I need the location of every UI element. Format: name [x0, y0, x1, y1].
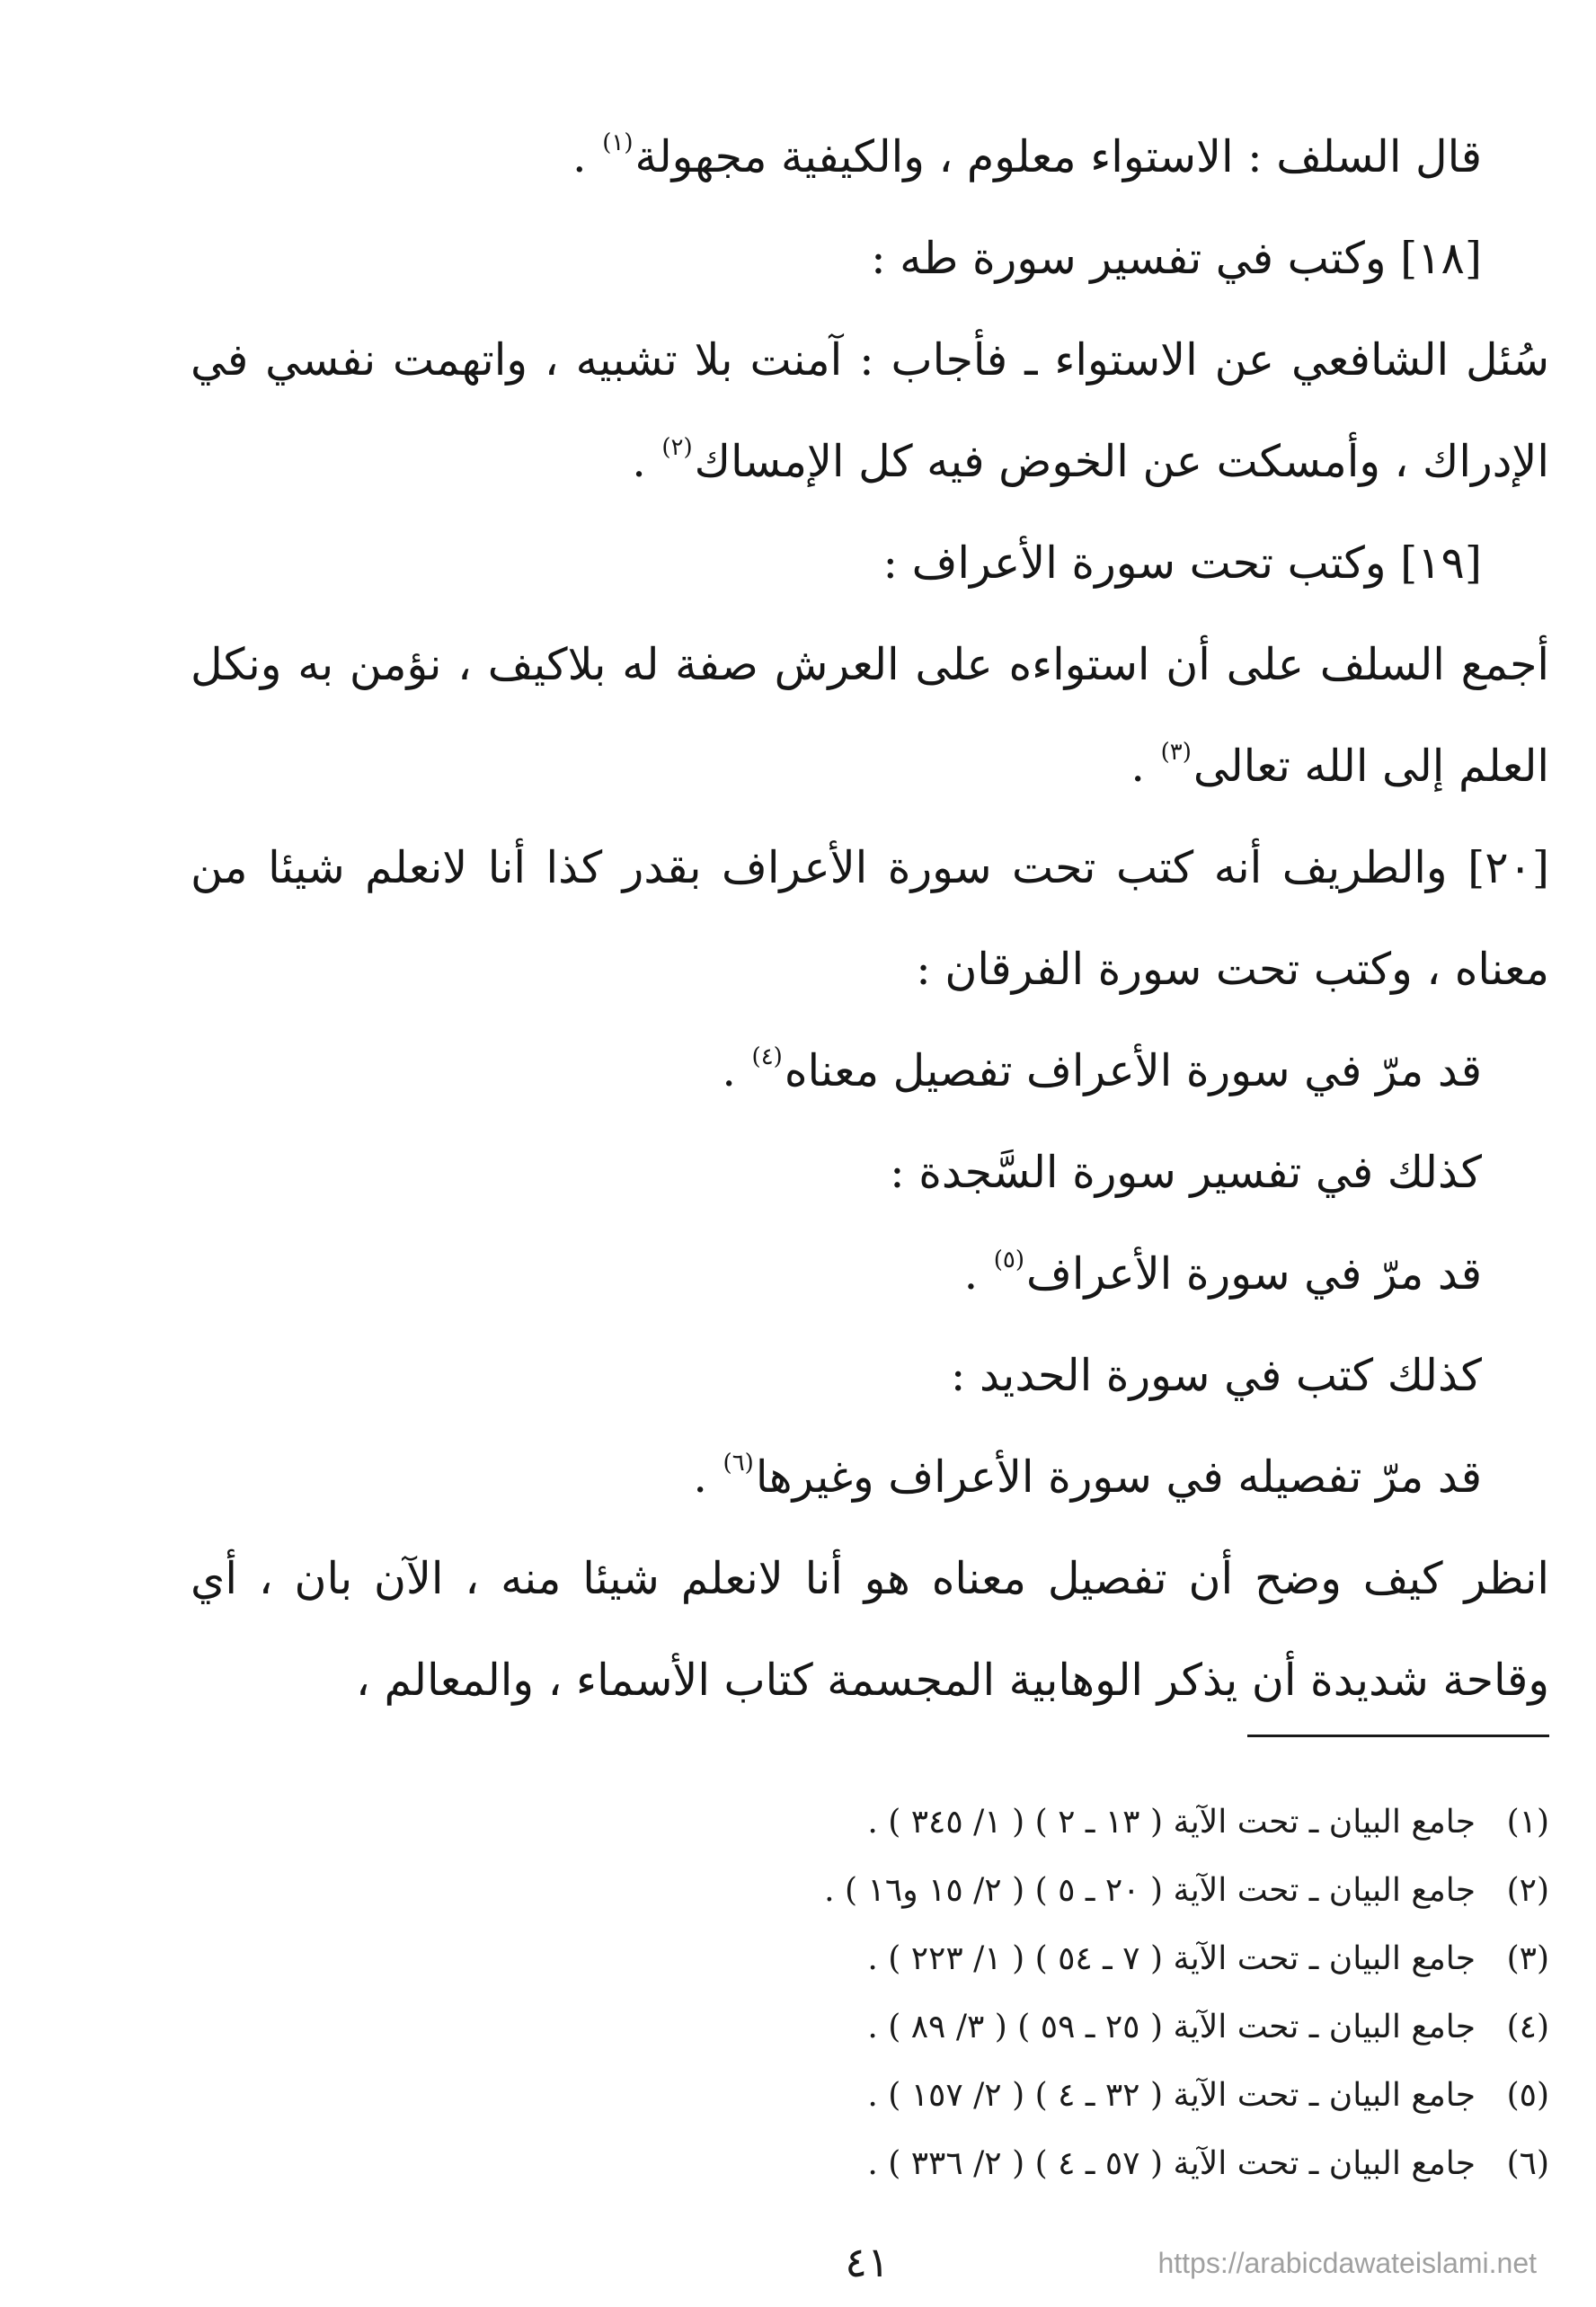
paragraph-consensus-quote: أجمع السلف على أن استواءه على العرش صفة له بلاكيف ، نؤمن به ونكل العلم إلى الله تعالى$^{(٣)}$ .: [191, 639, 1549, 792]
paragraph-shafii-quote: سُئل الشافعي عن الاستواء ـ فأجاب : آمنت بلا تشبيه ، واتهمت نفسي في الإدراك ، وأمسكت عن الخوض فيه كل الإمساك$^{(٢)}$ .: [191, 334, 1549, 487]
paragraph-sajda-heading: كذلك في تفسير سورة السَّجدة :: [890, 1147, 1482, 1198]
footnote-text: جامع البيان ـ تحت الآية ( ٢٠ ـ ٥ ) ( ٢/ ١٥ و١٦ ) .: [824, 1872, 1476, 1909]
footnote-item: [629, 1857, 1549, 1925]
footnote-text: جامع البيان ـ تحت الآية ( ٣٢ ـ ٤ ) ( ٢/ ١٥٧ ) .: [867, 2077, 1476, 2114]
footnote-ref-5[interactable]: (٥): [993, 1247, 1025, 1273]
footnote-ref-3[interactable]: (٣): [1160, 739, 1192, 766]
footnote-item: [629, 1925, 1549, 1993]
footnote-text: جامع البيان ـ تحت الآية ( ٢٥ ـ ٥٩ ) ( ٣/ ٨٩ ) .: [867, 2009, 1476, 2045]
footnote-ref-6[interactable]: (٦): [723, 1450, 754, 1477]
footnote-number: (٤): [1506, 2009, 1549, 2045]
footnote-number: (٦): [1506, 2145, 1549, 2182]
page-number: ٤١: [845, 2238, 890, 2286]
footnote-number: (٥): [1506, 2077, 1549, 2114]
watermark-url: https://arabicdawateislami.net: [1157, 2247, 1537, 2279]
footnote-number: (٢): [1506, 1872, 1549, 1909]
paragraph-item-20: [٢٠] والطريف أنه كتب تحت سورة الأعراف بقدر كذا أنا لانعلم شيئا من معناه ، وكتب تحت سورة الفرقان :: [191, 842, 1549, 995]
footnote-text: جامع البيان ـ تحت الآية ( ١٣ ـ ٢ ) ( ١/ ٣٤٥ ) .: [867, 1804, 1476, 1841]
footnotes-list: [629, 1788, 1549, 2198]
footnote-item: [629, 1788, 1549, 1857]
paragraph-salaf-quote: قال السلف : الاستواء معلوم ، والكيفية مجهولة$^{(١)}$ .: [572, 129, 1482, 182]
footnote-divider: [1247, 1735, 1549, 1737]
paragraph-hadid-heading: كذلك كتب في سورة الحديد :: [950, 1350, 1482, 1401]
footnote-item: [629, 2062, 1549, 2130]
paragraph-sajda-quote: قد مرّ في سورة الأعراف$^{(٥)}$ .: [963, 1247, 1482, 1300]
paragraph-item-18: [١٨] وكتب في تفسير سورة طه :: [871, 233, 1482, 284]
paragraph-hadid-quote: قد مرّ تفصيله في سورة الأعراف وغيرها$^{(٦)}$ .: [693, 1450, 1482, 1503]
paragraph-furqan-quote: قد مرّ في سورة الأعراف تفصيل معناه$^{(٤)}$ .: [722, 1043, 1482, 1096]
footnote-number: (٣): [1506, 1940, 1549, 1977]
footnote-ref-1[interactable]: (١): [602, 129, 634, 156]
footnote-ref-4[interactable]: (٤): [751, 1043, 783, 1070]
footnote-item: [629, 2130, 1549, 2198]
footnote-number: (١): [1506, 1804, 1549, 1841]
main-text: [191, 106, 1549, 1731]
paragraph-item-19: [١٩] وكتب تحت سورة الأعراف :: [882, 537, 1482, 589]
footnote-text: جامع البيان ـ تحت الآية ( ٧ ـ ٥٤ ) ( ١/ ٢٢٣ ) .: [867, 1940, 1476, 1977]
paragraph-conclusion: انظر كيف وضح أن تفصيل معناه هو أنا لانعلم شيئا منه ، الآن بان ، أي وقاحة شديدة أن يذكر الوهابية المجسمة كتاب الأسماء ، والمعالم ،: [191, 1553, 1549, 1706]
footnote-item: [629, 1993, 1549, 2062]
footnote-text: جامع البيان ـ تحت الآية ( ٥٧ ـ ٤ ) ( ٢/ ٣٣٦ ) .: [867, 2145, 1476, 2182]
footnote-ref-2[interactable]: (٢): [661, 434, 693, 461]
